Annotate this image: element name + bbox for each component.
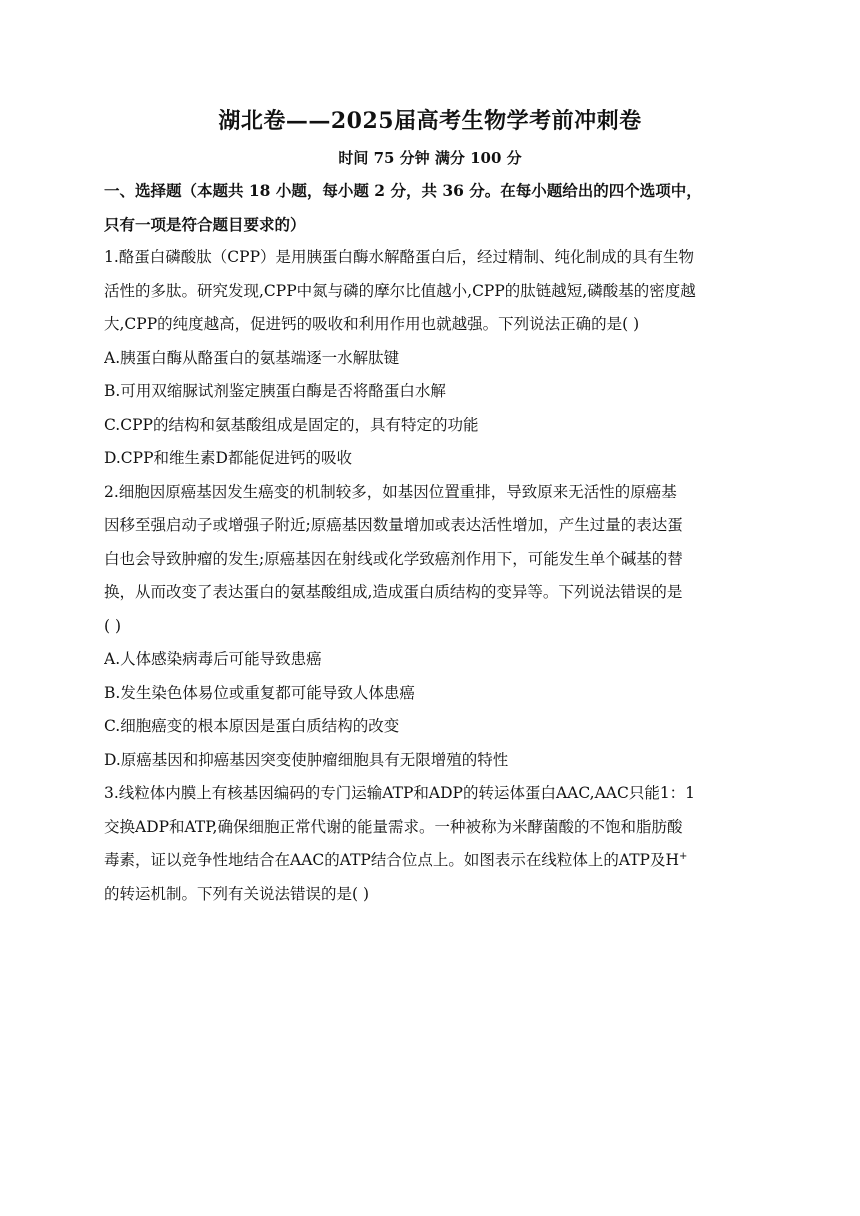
option-c: C.细胞癌变的根本原因是蛋白质结构的改变 <box>104 717 400 735</box>
option-d: D.CPP和维生素D都能促进钙的吸收 <box>104 449 352 467</box>
exam-info: 时间 75 分钟 满分 100 分 <box>338 149 522 167</box>
question-2 <box>104 476 760 778</box>
question-stem-line <box>104 844 760 878</box>
question-stem-line: 3.线粒体内膜上有核基因编码的专门运输ATP和ADP的转运体蛋白AAC,AAC只能1：1 <box>104 784 696 802</box>
section-heading-line: 一、选择题（本题共 18 小题，每小题 2 分，共 36 分。在每小题给出的四个选项中， <box>104 181 702 200</box>
question-3 <box>104 777 760 911</box>
section-heading <box>104 174 760 241</box>
section-heading-line: 只有一项是符合题目要求的） <box>104 214 306 234</box>
question-stem-line: 2.细胞因原癌基因发生癌变的机制较多，如基因位置重排，导致原来无活性的原癌基 <box>104 482 677 501</box>
question-1 <box>104 241 760 476</box>
option-d: D.原癌基因和抑癌基因突变使肿瘤细胞具有无限增殖的特性 <box>104 750 509 769</box>
stem-text: 毒素，证以竞争性地结合在AAC的ATP结合位点上。如图表示在线粒体上的ATP及H <box>104 851 679 869</box>
option-b: B.发生染色体易位或重复都可能导致人体患癌 <box>104 683 415 702</box>
question-stem-line: 1.酪蛋白磷酸肽（CPP）是用胰蛋白酶水解酪蛋白后，经过精制、纯化制成的具有生物 <box>104 248 695 266</box>
question-stem-line: 因移至强启动子或增强子附近;原癌基因数量增加或表达活性增加，产生过量的表达蛋 <box>104 516 683 534</box>
question-stem-line: 大,CPP的纯度越高，促进钙的吸收和利用作用也就越强。下列说法正确的是( ) <box>104 315 640 333</box>
question-stem-line: 的转运机制。下列有关说法错误的是( ) <box>104 884 370 903</box>
question-stem-line: 交换ADP和ATP,确保细胞正常代谢的能量需求。一种被称为米酵菌酸的不饱和脂肪酸 <box>104 817 683 836</box>
option-a: A.人体感染病毒后可能导致患癌 <box>104 650 322 668</box>
option-b: B.可用双缩脲试剂鉴定胰蛋白酶是否将酪蛋白水解 <box>104 382 446 400</box>
page-title: 湖北卷——2025届高考生物学考前冲刺卷 <box>218 108 642 134</box>
superscript-plus: + <box>679 851 688 862</box>
exam-content <box>104 174 760 911</box>
option-c: C.CPP的结构和氨基酸组成是固定的，具有特定的功能 <box>104 415 479 434</box>
question-stem-line: ( ) <box>104 616 122 635</box>
question-stem-line: 换，从而改变了表达蛋白的氨基酸组成,造成蛋白质结构的变异等。下列说法错误的是 <box>104 583 683 601</box>
question-stem-line: 活性的多肽。研究发现,CPP中氮与磷的摩尔比值越小,CPP的肽链越短,磷酸基的密度越 <box>104 281 696 300</box>
option-a: A.胰蛋白酶从酪蛋白的氨基端逐一水解肽键 <box>104 348 400 367</box>
question-stem-line: 白也会导致肿瘤的发生;原癌基因在射线或化学致癌剂作用下，可能发生单个碱基的替 <box>104 549 683 568</box>
